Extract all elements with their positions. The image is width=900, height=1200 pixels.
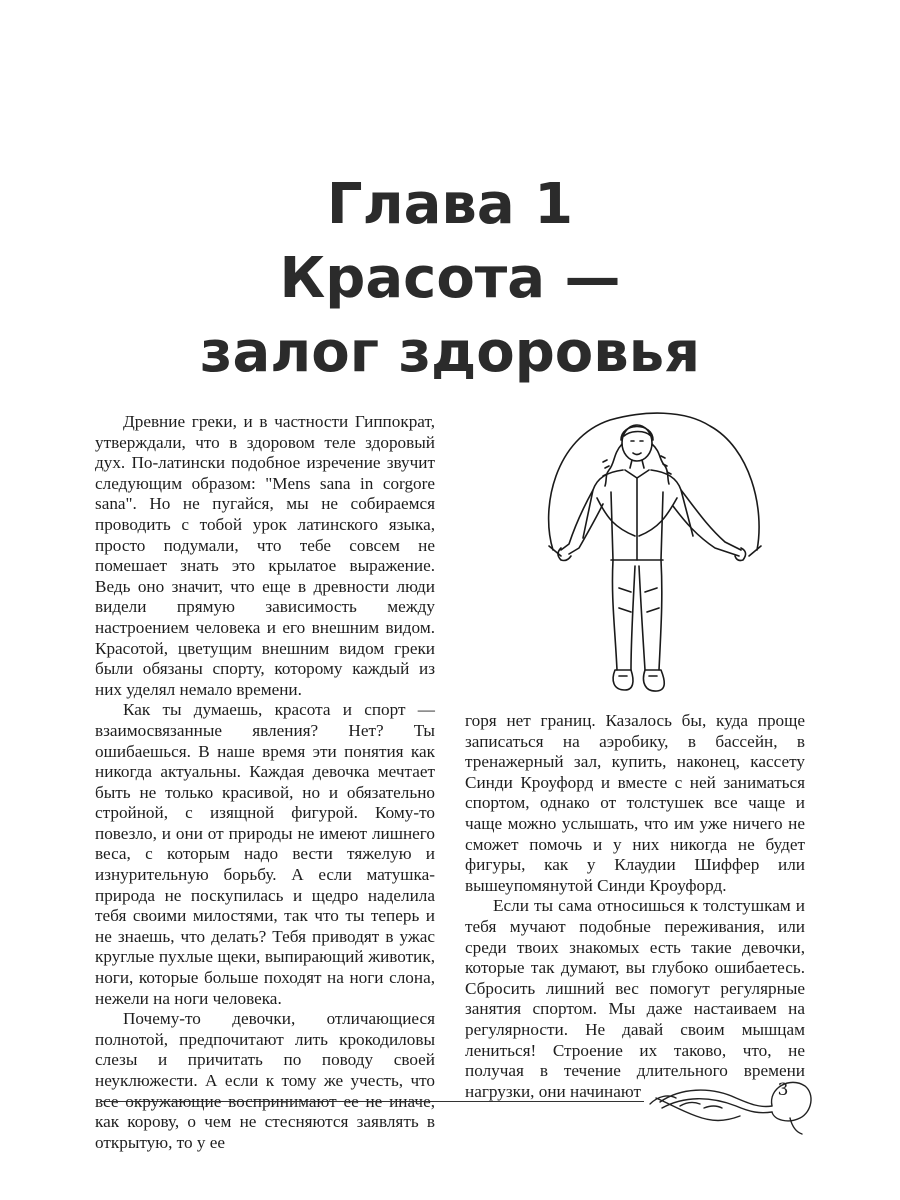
text-column-left [95, 412, 435, 1153]
chapter-title-line-3: залог здоровья [199, 320, 701, 385]
paragraph: Почему-то девочки, отличающиеся полнотой, предпочитают лить крокодиловы слезы и причитать по поводу своей неуклюжести. А если к тому же учесть, что все окружающие воспринимают ее не иначе, как корову, о чем не стесняются заявлять в открытую, то у ее [95, 1009, 435, 1152]
paragraph: Древние греки, и в частности Гиппократ, утверждали, что в здоровом теле здоровый дух. По-латински подобное изречение звучит следующим образом: "Mens sana in corgore sana". Но не пугайся, мы не собираемся проводить с тобой урок латинского языка, просто подумали, что тебе совсем не помешает знать это крылатое выражение. Ведь оно значит, что еще в древности люди видели прямую зависимость между настроением человека и его внешним видом. Красотой, цветущим внешним видом греки были обязаны спорту, которому каждый из них уделял немало времени. [95, 412, 435, 699]
paragraph: Если ты сама относишься к толстушкам и тебя мучают подобные переживания, или среди твоих знакомых есть такие девочки, которые так думают, вы глубоко ошибаетесь. Сбросить лишний вес помогут регулярные занятия спортом. Мы даже настаиваем на регулярности. Не давай своим мышцам лениться! Строение их таково, что, не получая в течение длительного времени нагрузки, они начинают [465, 896, 805, 1101]
paragraph: Как ты думаешь, красота и спорт — взаимосвязанные явления? Нет? Ты ошибаешься. В наше время эти понятия как никогда актуальны. Каждая девочка мечтает быть не только красивой, но и обязательно стройной, с изящной фигурой. Кому-то повезло, и они от природы не имеют лишнего веса, с которым надо вести тяжелую и изнурительную борьбу. А если матушка-природа не поскупилась и щедро наделила тебя своими милостями, так что ты теперь и не знаешь, что делать? Тебя приводят в ужас круглые пухлые щеки, выпирающий животик, ноги, которые больше походят на ноги слона, нежели на ноги человека. [95, 700, 435, 1008]
page-number: 3 [777, 1080, 789, 1100]
decorative-ribbon-ornament [640, 1068, 815, 1138]
girl-jump-rope-illustration [535, 408, 775, 698]
chapter-title [0, 168, 900, 390]
paragraph: горя нет границ. Казалось бы, куда проще записаться на аэробику, в бассейн, в тренажерный зал, купить, наконец, кассету Синди Кроуфорд и вместе с ней заниматься спортом, однако от толстушек все чаще и чаще можно услышать, что им уже ничего не сможет помочь и у них никогда не будет фигуры, как у Клаудии Шиффер или вышеупомянутой Синди Кроуфорд. [465, 711, 805, 895]
chapter-title-line-2: Красота — [279, 246, 621, 311]
footer-rule [100, 1101, 644, 1102]
chapter-title-line-1: Глава 1 [326, 172, 574, 237]
text-column-right [465, 711, 805, 1102]
